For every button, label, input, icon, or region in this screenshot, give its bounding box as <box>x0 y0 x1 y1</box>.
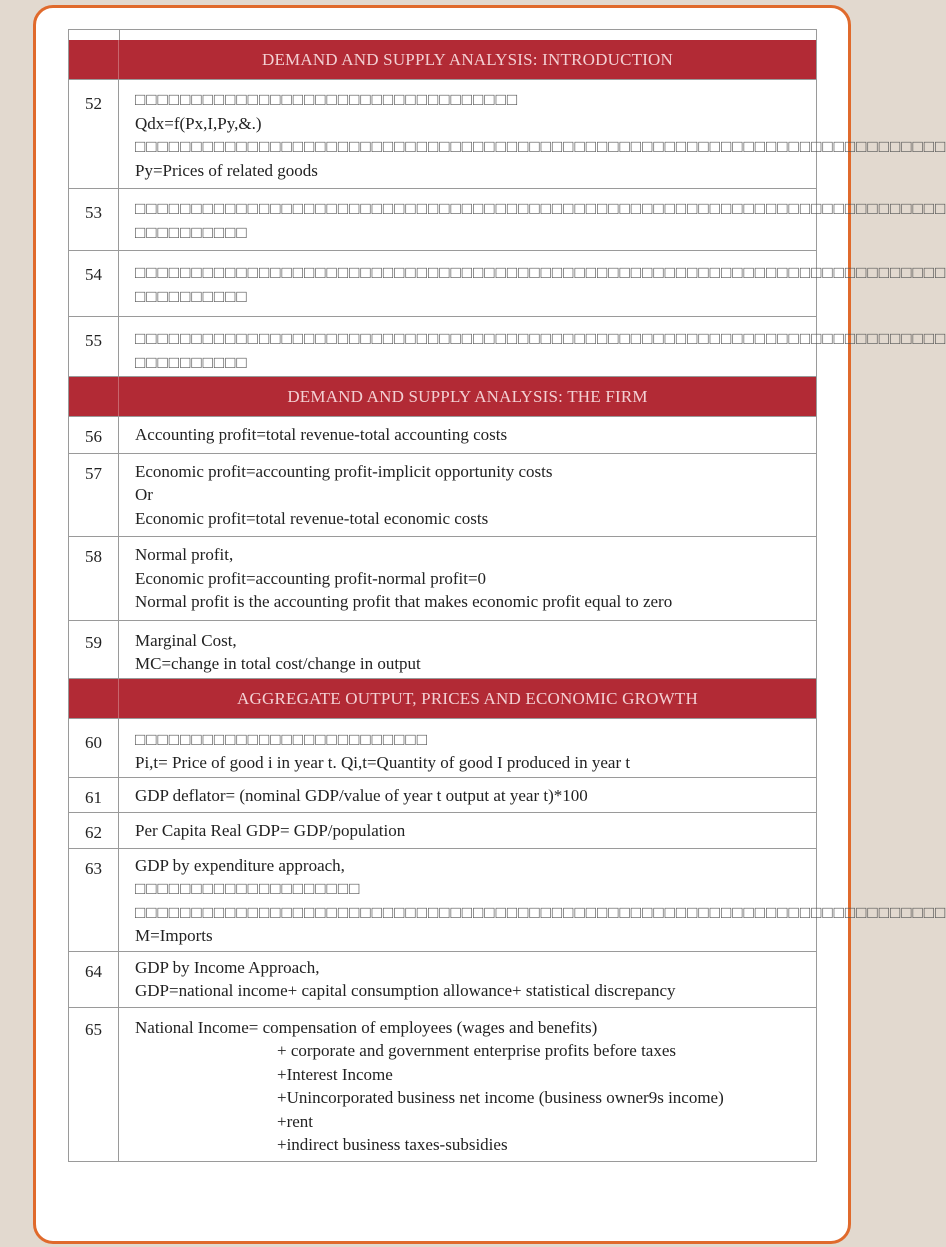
formula-line: □□□□□□□□□□□□□□□□□□□□□□□□□□□□□□□□□□□□□□□□□□□□□□□□□□□□□□□□□□□□□□□□□□□□□□□□ <box>135 263 946 282</box>
formula-line: Or <box>135 485 153 504</box>
formula-line: +indirect business taxes-subsidies <box>277 1135 508 1154</box>
formula-line: Marginal Cost, <box>135 630 237 650</box>
formula-line: GDP by Income Approach, <box>135 957 320 977</box>
row-number: 61 <box>69 778 119 813</box>
formula-line: Qdx=f(Px,I,Py,&.) <box>135 113 262 133</box>
formula-line: □□□□□□□□□□ <box>135 352 248 372</box>
formula-table <box>68 29 946 1162</box>
row-content <box>119 417 816 453</box>
row-number: 62 <box>69 813 119 848</box>
row-content <box>119 849 946 951</box>
table-row <box>69 189 946 251</box>
table-row <box>69 813 816 849</box>
formula-line: Economic profit=accounting profit-implicit opportunity costs <box>135 461 553 481</box>
formula-line: National Income= compensation of employees (wages and benefits) <box>135 1017 598 1037</box>
formula-line: □□□□□□□□□□□□□□□□□□□□□□□□□□□□□□□□□□ <box>135 90 519 109</box>
row-number: 56 <box>69 417 119 453</box>
row-content <box>119 317 946 376</box>
row-content <box>119 537 816 620</box>
row-number: 65 <box>69 1008 119 1161</box>
formula-line: Accounting profit=total revenue-total accounting costs <box>135 425 508 444</box>
row-number: 52 <box>69 80 119 188</box>
formula-line: M=Imports <box>135 926 213 945</box>
table-row <box>69 317 946 377</box>
section-header-intro <box>69 40 816 80</box>
table-row <box>69 719 816 778</box>
section-title: AGGREGATE OUTPUT, PRICES AND ECONOMIC GROWTH <box>237 688 698 708</box>
table-row <box>69 251 946 317</box>
formula-line: Py=Prices of related goods <box>135 160 318 180</box>
formula-line: Normal profit is the accounting profit that makes economic profit equal to zero <box>135 592 673 611</box>
section-header-aggregate <box>69 679 816 719</box>
section-header-firm <box>69 377 816 417</box>
page-card <box>33 5 946 1244</box>
row-content <box>119 189 946 250</box>
row-content <box>119 251 946 316</box>
formula-line: Normal profit, <box>135 545 234 564</box>
row-number: 64 <box>69 952 119 1007</box>
table-top-gap <box>69 30 816 40</box>
row-number: 63 <box>69 849 119 951</box>
formula-line: Economic profit=total revenue-total economic costs <box>135 508 489 528</box>
formula-line: □□□□□□□□□□□□□□□□□□□□□□□□□□□□□□□□□□□□□□□□□□□□□□□□□□□□□□□□□□□□□□□□□□□□□□□□ <box>135 137 946 156</box>
section-title: DEMAND AND SUPPLY ANALYSIS: INTRODUCTION <box>261 50 674 69</box>
row-number: 58 <box>69 537 119 620</box>
formula-line: Pi,t= Price of good i in year t. Qi,t=Quantity of good I produced in year t <box>135 753 631 772</box>
formula-line: □□□□□□□□□□□□□□□□□□□□ <box>135 879 361 898</box>
row-content <box>119 454 816 537</box>
row-content <box>119 813 816 848</box>
formula-line: GDP=national income+ capital consumption allowance+ statistical discrepancy <box>135 981 676 1000</box>
row-number: 54 <box>69 251 119 316</box>
section-title: DEMAND AND SUPPLY ANALYSIS: THE FIRM <box>287 387 648 406</box>
row-content <box>119 80 946 188</box>
row-number: 55 <box>69 317 119 376</box>
formula-line: □□□□□□□□□□□□□□□□□□□□□□□□□□□□□□□□□□□□□□□□□□□□□□□□□□□□□□□□□□□□□□□□□□□□□□□□ <box>135 199 946 218</box>
formula-line: □□□□□□□□□□ <box>135 286 248 306</box>
formula-line: □□□□□□□□□□□□□□□□□□□□□□□□□□□□□□□□□□□□□□□□□□□□□□□□□□□□□□□□□□□□□□□□□□□□□□□□ <box>135 329 946 348</box>
row-content <box>119 621 816 678</box>
row-content <box>119 952 816 1007</box>
formula-line: GDP by expenditure approach, <box>135 855 345 875</box>
table-row <box>69 537 816 621</box>
table-row <box>69 454 816 538</box>
row-number: 59 <box>69 621 119 678</box>
formula-line: Economic profit=accounting profit-normal profit=0 <box>135 568 487 588</box>
row-number: 60 <box>69 719 119 777</box>
table-row <box>69 849 946 952</box>
table-row <box>69 621 816 679</box>
formula-line: □□□□□□□□□□□□□□□□□□□□□□□□□□ <box>135 729 428 749</box>
table-row <box>69 80 946 189</box>
row-number: 53 <box>69 189 119 250</box>
table-row <box>69 952 816 1008</box>
row-content <box>119 778 816 813</box>
formula-line: □□□□□□□□□□□□□□□□□□□□□□□□□□□□□□□□□□□□□□□□□□□□□□□□□□□□□□□□□□□□□□□□□□□□□□□□ <box>135 902 946 922</box>
formula-line: +Unincorporated business net income (business owner9s income) <box>277 1088 724 1107</box>
row-content <box>119 719 816 777</box>
row-number: 57 <box>69 454 119 537</box>
formula-line: + corporate and government enterprise profits before taxes <box>277 1041 677 1060</box>
formula-line: Per Capita Real GDP= GDP/population <box>135 821 406 840</box>
formula-line: +Interest Income <box>277 1064 393 1084</box>
table-row <box>69 778 816 814</box>
formula-line: +rent <box>277 1111 314 1131</box>
formula-line: MC=change in total cost/change in output <box>135 654 421 673</box>
formula-line: □□□□□□□□□□ <box>135 222 248 242</box>
formula-line: GDP deflator= (nominal GDP/value of year t output at year t)*100 <box>135 785 588 805</box>
row-content <box>119 1008 816 1161</box>
table-row <box>69 417 816 454</box>
table-row <box>69 1008 816 1162</box>
